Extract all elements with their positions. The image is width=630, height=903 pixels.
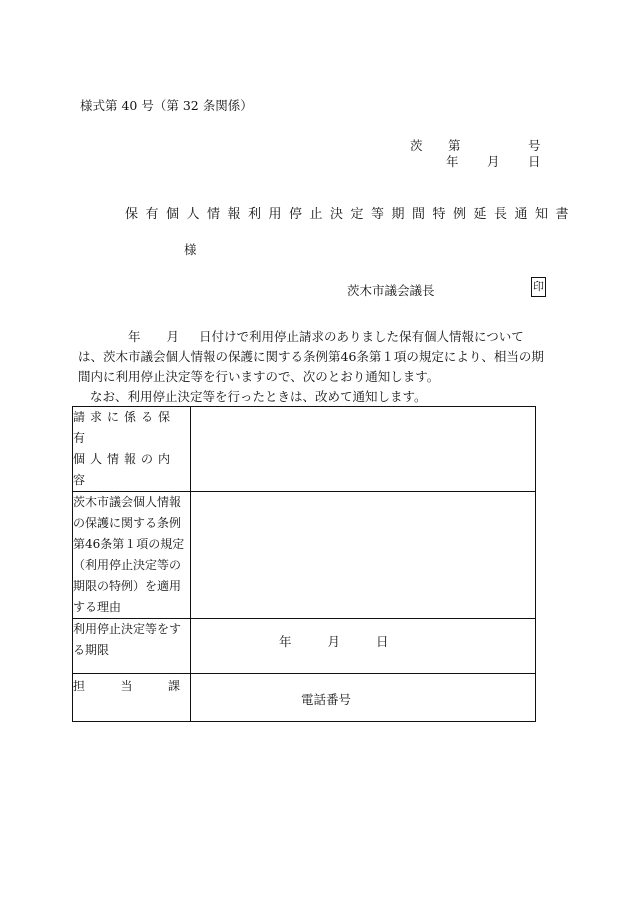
label-requested-info: 請求に係る保有 個人情報の内容: [73, 407, 191, 492]
notice-body: [78, 327, 546, 407]
doc-date-month: 月: [487, 154, 500, 169]
doc-date-year: 年: [446, 154, 459, 169]
seal-mark: 印: [531, 277, 546, 297]
notice-month: 月: [166, 329, 180, 344]
addressee-suffix: 様: [184, 242, 197, 257]
value-requested-info: [191, 407, 536, 492]
label-reason: 茨木市議会個人情報の保護に関する条例第46条第１項の規定（利用停止決定等の期限の特例）を適用する理由: [73, 492, 191, 619]
table-row-deadline: [73, 619, 536, 674]
table-row-department: [73, 674, 536, 722]
notice-text: 日付けで利用停止請求のありました保有個人情報については、茨木市議会個人情報の保護に関する条例第46条第１項の規定により、相当の期間内に利用停止決定等を行いますので、次のとおり通知します。: [78, 329, 544, 384]
value-department: [191, 674, 536, 722]
doc-number-go: 号: [528, 138, 541, 153]
issuer-name: 茨木市議会議長: [347, 283, 435, 298]
document-title: 保有個人情報利用停止決定等期間特例延長通知書: [125, 207, 577, 222]
value-reason: [191, 492, 536, 619]
doc-date-day: 日: [528, 154, 541, 169]
deadline-month: 月: [327, 634, 341, 649]
notice-year: 年: [128, 329, 141, 344]
form-number: 様式第 40 号（第 32 条関係）: [80, 98, 253, 113]
notice-paragraph-2: なお、利用停止決定等を行ったときは、改めて通知します。: [90, 389, 427, 404]
label-deadline: 利用停止決定等をする期限: [73, 619, 191, 674]
table-row-content: [73, 407, 536, 492]
doc-number-prefix: 茨: [410, 138, 423, 153]
table-row-reason: [73, 492, 536, 619]
label-department: 担 当 課: [73, 674, 191, 722]
phone-number-label: 電話番号: [301, 692, 352, 707]
value-deadline: [191, 619, 536, 674]
deadline-day: 日: [376, 634, 389, 649]
notice-paragraph-1: [78, 327, 546, 387]
deadline-year: 年: [279, 634, 292, 649]
doc-number-dai: 第: [448, 138, 461, 153]
notice-table: [72, 406, 536, 722]
